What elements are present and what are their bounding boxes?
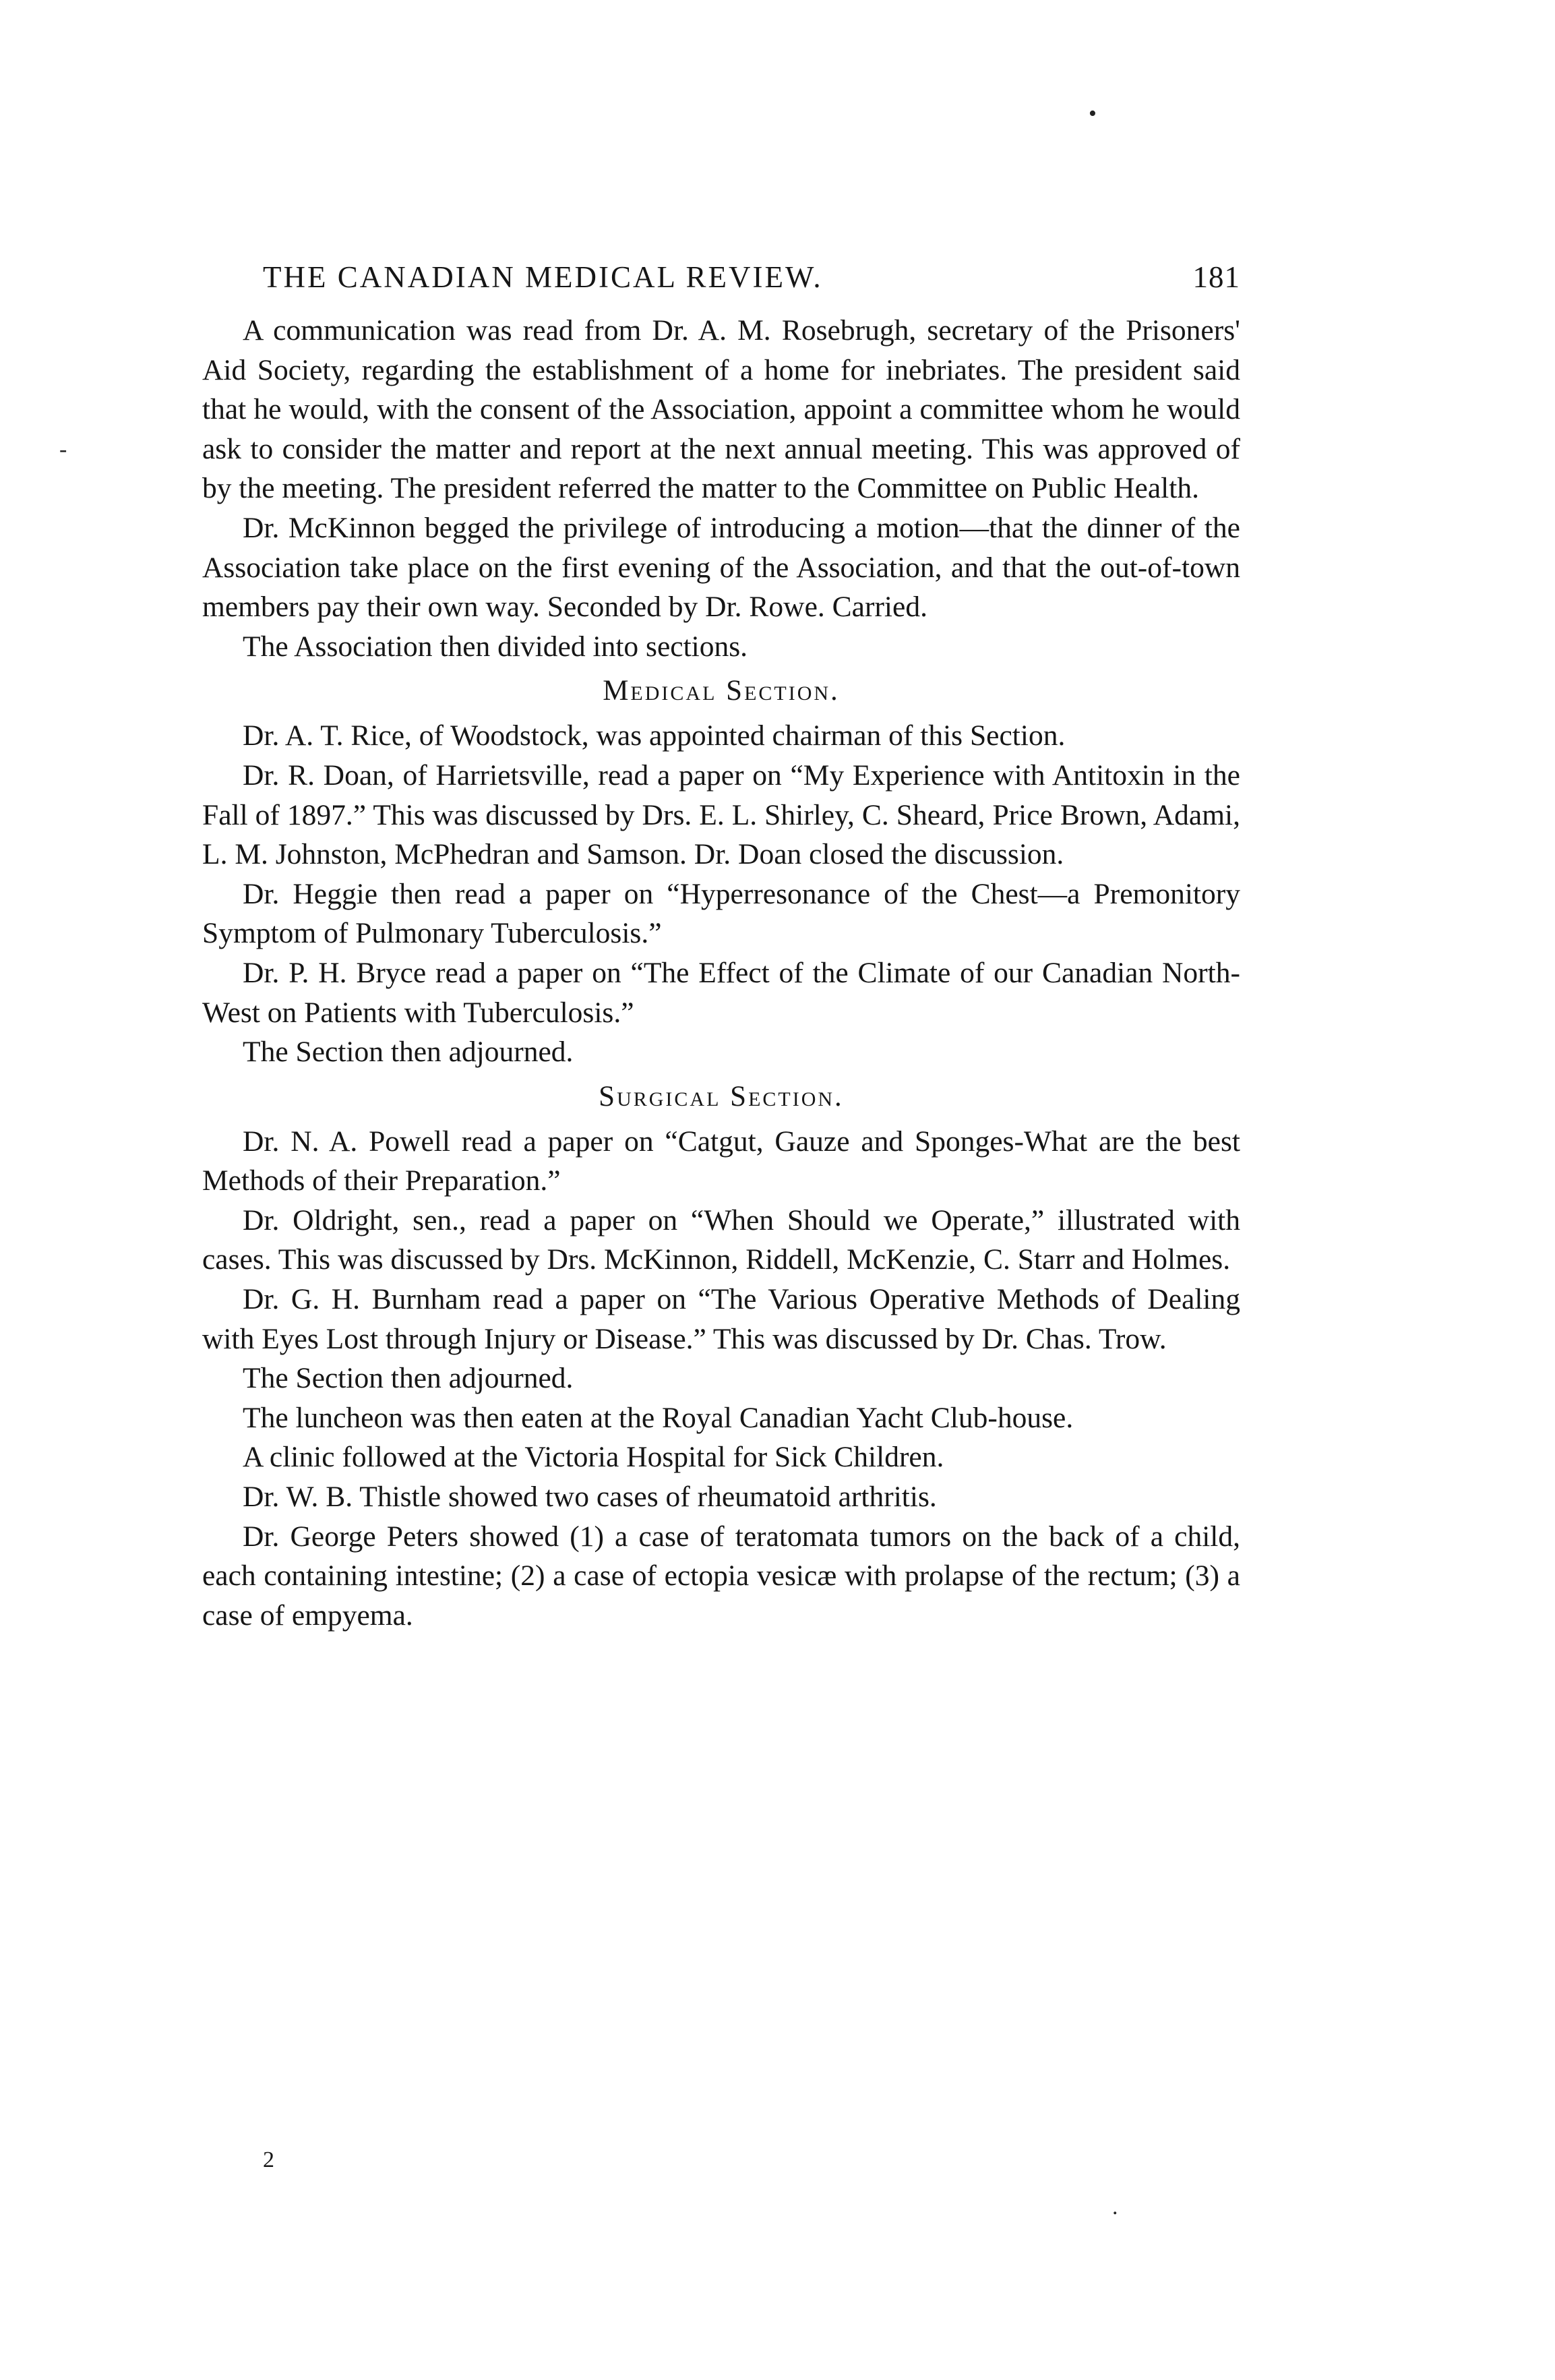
paragraph: Dr. George Peters showed (1) a case of teratomata tumors on the back of a child, each containing intestine; (2) a case of ectopia vesicæ with prolapse of the rectum; (3) a case of empyema. bbox=[202, 1520, 1240, 1632]
page-body bbox=[202, 260, 1240, 1635]
stray-mark-top: • bbox=[1089, 101, 1097, 126]
medical-section-heading: Medical Section. bbox=[603, 675, 840, 707]
paragraph: Dr. McKinnon begged the privilege of introducing a motion—that the dinner of the Association take place on the first evening of the Association, and that the out-of-town members pay their own way. Seconded by Dr. Rowe. Carried. bbox=[202, 511, 1240, 624]
surgical-section-heading: Surgical Section. bbox=[599, 1080, 844, 1112]
paragraph: Dr. W. B. Thistle showed two cases of rheumatoid arthritis. bbox=[243, 1481, 937, 1514]
page-number: 181 bbox=[1192, 260, 1240, 294]
stray-mark-bottom: . bbox=[1112, 2195, 1118, 2220]
paragraph: Dr. P. H. Bryce read a paper on “The Effect of the Climate of our Canadian North-West on Patients with Tuberculosis.” bbox=[202, 956, 1240, 1029]
paragraph: Dr. Heggie then read a paper on “Hyperresonance of the Chest—a Premonitory Symptom of Pulmonary Tuberculosis.” bbox=[202, 877, 1240, 950]
paragraph: Dr. R. Doan, of Harrietsville, read a paper on “My Experience with Antitoxin in the Fall of 1897.” This was discussed by Drs. E. L. Shirley, C. Sheard, Price Brown, Adami, L. M. Johnston, McPhedran and Samson. Dr. Doan closed the discussion. bbox=[202, 758, 1240, 871]
running-head bbox=[202, 260, 1240, 295]
paragraph: A communication was read from Dr. A. M. Rosebrugh, secretary of the Prisoners' Aid Society, regarding the establishment of a home for inebriates. The president said that he would, with the consent of the Association, appoint a committee whom he would ask to consider the matter and report at the next annual meeting. This was approved of by the meeting. The president referred the matter to the Committee on Public Health. bbox=[202, 314, 1240, 505]
paragraph: The Association then divided into sections. bbox=[243, 630, 748, 663]
paragraph: Dr. Oldright, sen., read a paper on “When Should we Operate,” illustrated with cases. This was discussed by Drs. McKinnon, Riddell, McKenzie, C. Starr and Holmes. bbox=[202, 1203, 1240, 1276]
journal-title: THE CANADIAN MEDICAL REVIEW. bbox=[263, 260, 823, 294]
paragraph: Dr. N. A. Powell read a paper on “Catgut, Gauze and Sponges-What are the best Methods of their Preparation.” bbox=[202, 1125, 1240, 1197]
paragraph: Dr. G. H. Burnham read a paper on “The Various Operative Methods of Dealing with Eyes Lost through Injury or Disease.” This was discussed by Dr. Chas. Trow. bbox=[202, 1283, 1240, 1355]
signature-mark: 2 bbox=[263, 2147, 274, 2172]
paragraph: A clinic followed at the Victoria Hospital for Sick Children. bbox=[243, 1441, 944, 1474]
paragraph: The Section then adjourned. bbox=[243, 1362, 574, 1395]
paragraph: The Section then adjourned. bbox=[243, 1036, 574, 1069]
paragraph: Dr. A. T. Rice, of Woodstock, was appointed chairman of this Section. bbox=[243, 719, 1066, 752]
paragraph: The luncheon was then eaten at the Royal Canadian Yacht Club-house. bbox=[243, 1401, 1074, 1434]
stray-mark-left: - bbox=[59, 437, 67, 462]
